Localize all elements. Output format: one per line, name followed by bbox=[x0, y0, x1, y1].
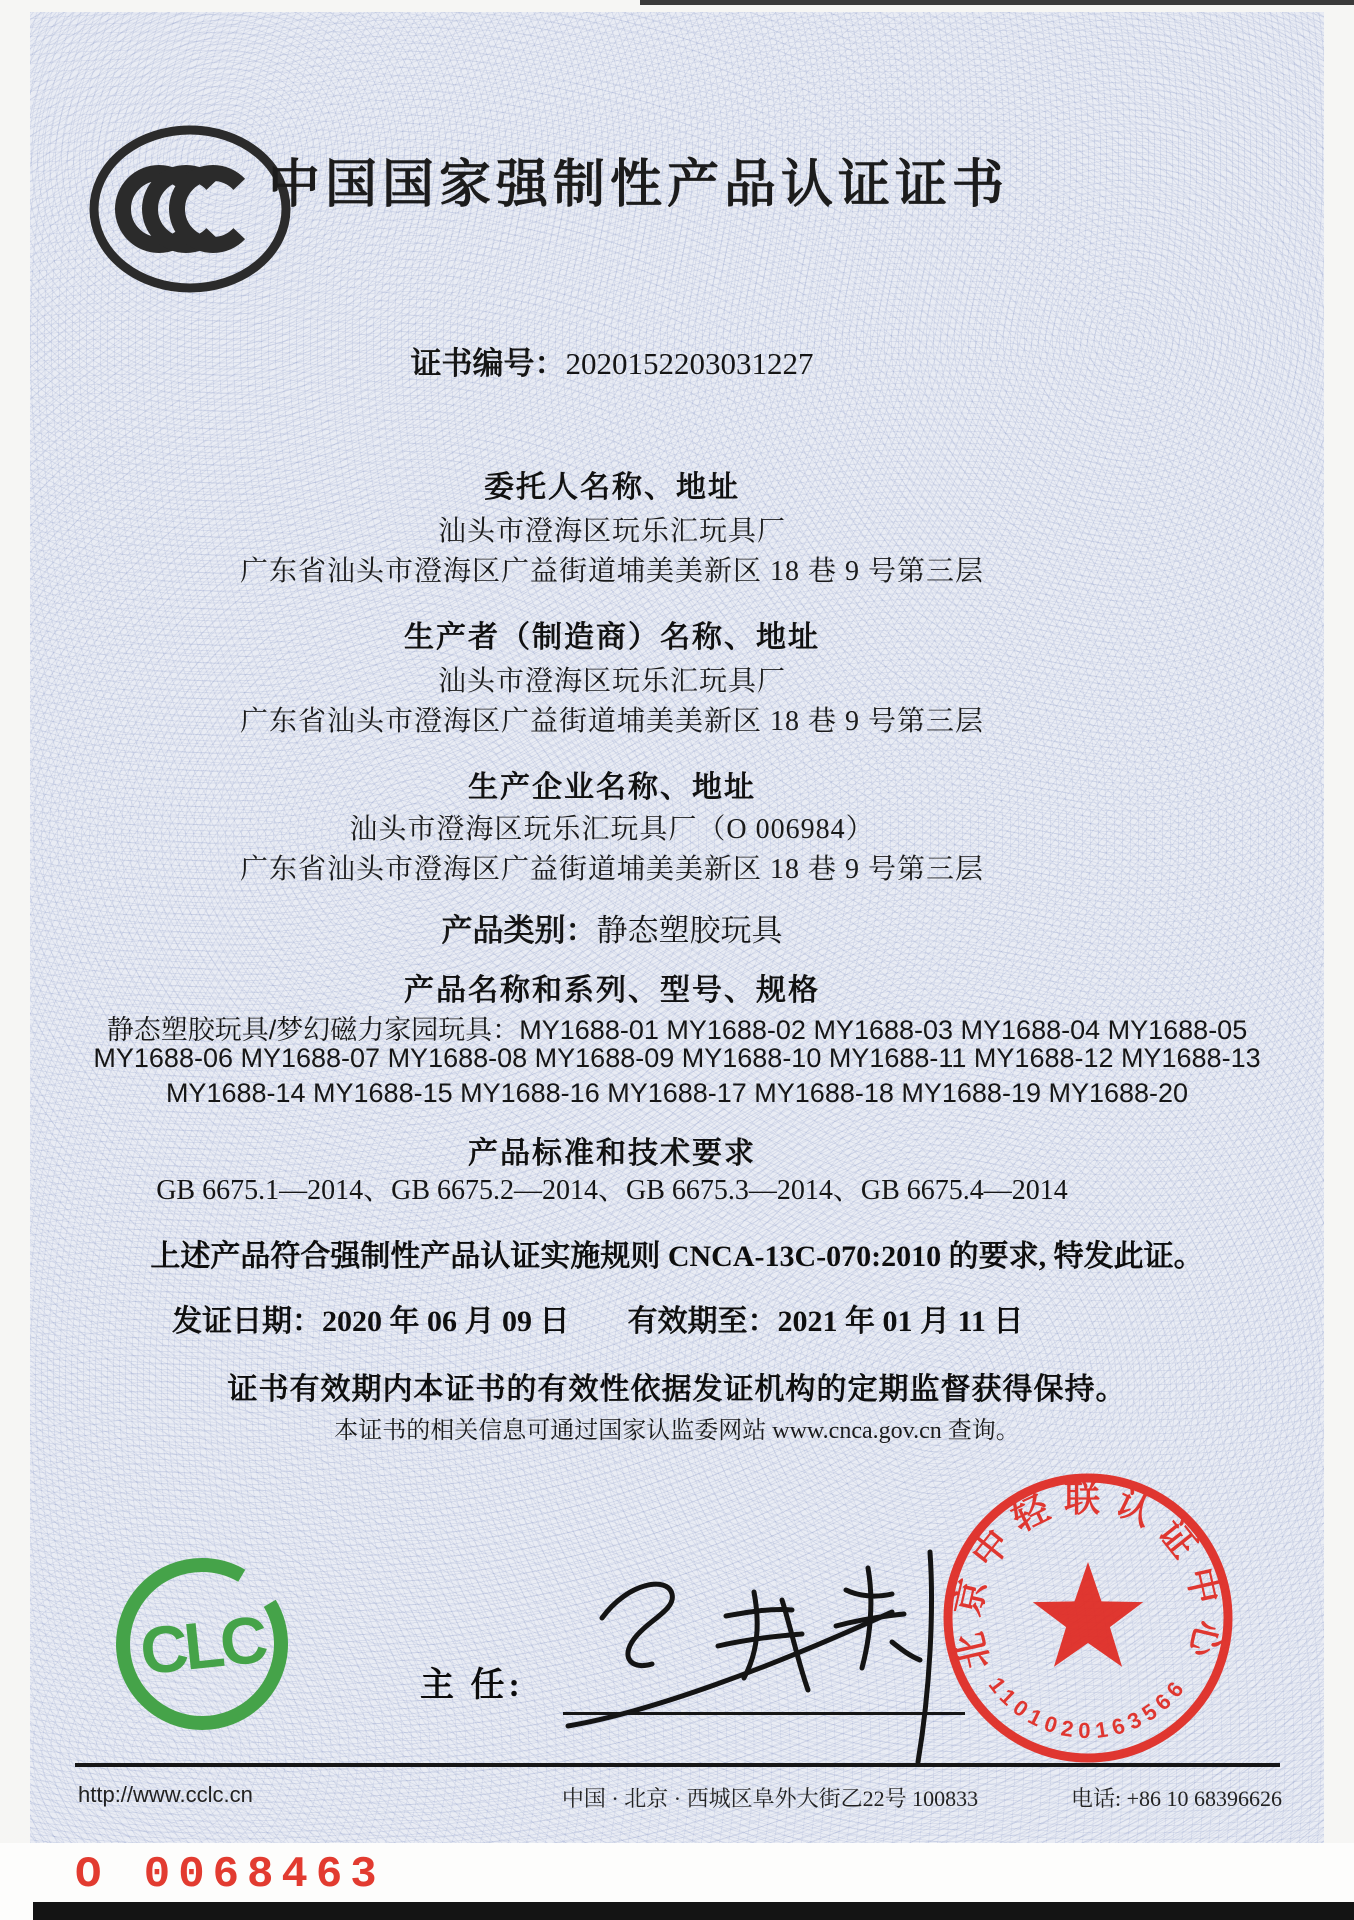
models-line-3: MY1688-14 MY1688-15 MY1688-16 MY1688-17 MY1688-18 MY1688-19 MY1688-20 bbox=[165, 1078, 1189, 1108]
footer-website: http://www.cclc.cn bbox=[78, 1782, 253, 1807]
scan-bottom-edge bbox=[33, 1902, 1354, 1920]
expiry-date-label: 有效期至： bbox=[627, 1305, 778, 1338]
standards-list: GB 6675.1—2014、GB 6675.2—2014、GB 6675.3—2014、GB 6675.4—2014 bbox=[156, 1175, 1068, 1206]
expiry-date bbox=[628, 1296, 1024, 1340]
footer-divider bbox=[75, 1763, 1280, 1767]
lookup-note: 本证书的相关信息可通过国家认监委网站 www.cnca.gov.cn 查询。 bbox=[334, 1418, 1020, 1444]
director-label: 主 任: bbox=[420, 1667, 524, 1704]
product-category-line bbox=[30, 905, 1194, 950]
certificate-number-line bbox=[30, 338, 1194, 383]
footer-address: 中国 · 北京 · 西城区阜外大街乙22号 100833 bbox=[561, 1786, 979, 1811]
conformity-statement: 上述产品符合强制性产品认证实施规则 CNCA-13C-070:2010 的要求, 特发此证。 bbox=[150, 1240, 1204, 1273]
expiry-date-value: 2021 年 01 月 11 日 bbox=[777, 1305, 1024, 1338]
certificate-number-label: 证书编号： bbox=[410, 346, 566, 381]
stamp-star-icon bbox=[1033, 1562, 1143, 1667]
ccc-logo-icon bbox=[85, 122, 295, 297]
applicant-heading: 委托人名称、地址 bbox=[484, 471, 740, 504]
stamp-organization-text: 北京中轻联认证中心 bbox=[947, 1478, 1229, 1673]
certificate-paper bbox=[30, 12, 1324, 1843]
issue-date bbox=[172, 1296, 570, 1340]
scan-artifact-line bbox=[640, 0, 1354, 5]
stamp-number-text: 1101020163566 bbox=[983, 1672, 1193, 1744]
certificate-number-value: 2020152203031227 bbox=[565, 346, 814, 381]
applicant-name: 汕头市澄海区玩乐汇玩具厂 bbox=[437, 516, 786, 547]
product-category-value: 静态塑胶玩具 bbox=[596, 913, 783, 948]
validity-note: 证书有效期内本证书的有效性依据发证机构的定期监督获得保持。 bbox=[227, 1373, 1127, 1406]
product-category-label: 产品类别： bbox=[441, 913, 597, 948]
factory-heading: 生产企业名称、地址 bbox=[468, 771, 756, 804]
producer-name: 汕头市澄海区玩乐汇玩具厂 bbox=[437, 666, 786, 697]
models-line-1: 静态塑胶玩具/梦幻磁力家园玩具：MY1688-01 MY1688-02 MY1688-03 MY1688-04 MY1688-05 bbox=[106, 1015, 1248, 1045]
issue-date-label: 发证日期： bbox=[172, 1305, 322, 1338]
footer-phone: 电话: +86 10 68396626 bbox=[1070, 1786, 1282, 1811]
clc-logo-text: CLC bbox=[136, 1601, 268, 1689]
models-line-2: MY1688-06 MY1688-07 MY1688-08 MY1688-09 MY1688-10 MY1688-11 MY1688-12 MY1688-13 bbox=[93, 1043, 1261, 1073]
clc-logo-icon bbox=[110, 1552, 295, 1737]
factory-name: 汕头市澄海区玩乐汇玩具厂（O 006984） bbox=[349, 814, 875, 845]
certification-stamp bbox=[938, 1468, 1238, 1768]
signature-line bbox=[563, 1712, 965, 1715]
dates-line bbox=[172, 1296, 1023, 1340]
producer-address: 广东省汕头市澄海区广益街道埔美美新区 18 巷 9 号第三层 bbox=[239, 706, 984, 737]
serial-number: O 0068463 bbox=[75, 1850, 385, 1900]
certificate-title: 中国国家强制性产品认证证书 bbox=[268, 157, 1010, 214]
standards-heading: 产品标准和技术要求 bbox=[468, 1137, 756, 1170]
issue-date-value: 2020 年 06 月 09 日 bbox=[322, 1305, 570, 1338]
producer-heading: 生产者（制造商）名称、地址 bbox=[404, 621, 820, 654]
models-heading: 产品名称和系列、型号、规格 bbox=[404, 974, 820, 1007]
applicant-address: 广东省汕头市澄海区广益街道埔美美新区 18 巷 9 号第三层 bbox=[239, 556, 984, 587]
factory-address: 广东省汕头市澄海区广益街道埔美美新区 18 巷 9 号第三层 bbox=[239, 854, 984, 885]
